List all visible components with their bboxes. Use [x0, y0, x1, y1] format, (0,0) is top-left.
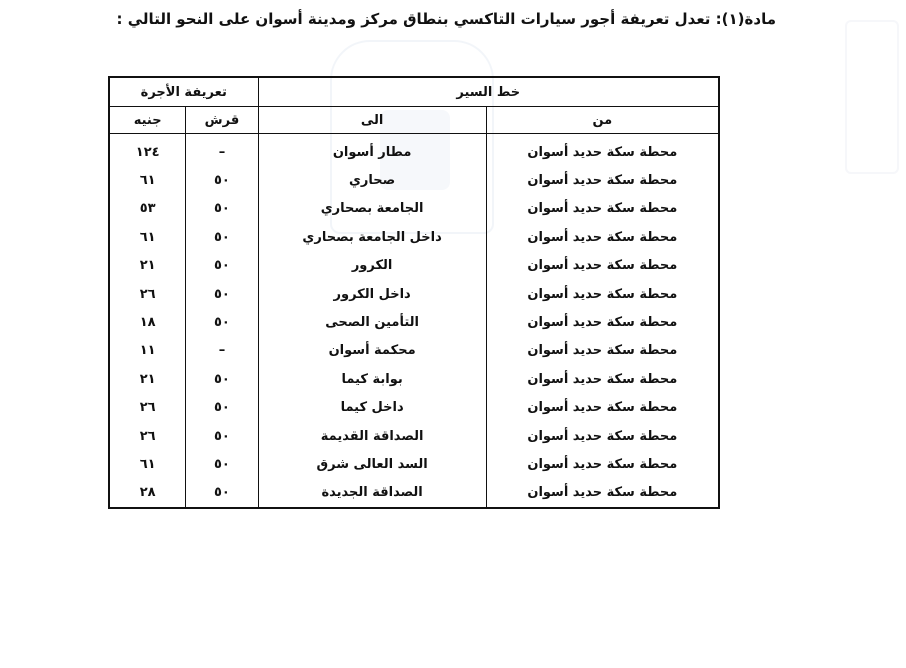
cell-pound: ٢١ [109, 365, 186, 393]
cell-from: محطة سكة حديد أسوان [486, 394, 719, 422]
cell-qirsh: ٥٠ [186, 422, 258, 450]
cell-from: محطة سكة حديد أسوان [486, 422, 719, 450]
cell-qirsh: – [186, 134, 258, 167]
cell-from: محطة سكة حديد أسوان [486, 134, 719, 167]
cell-qirsh: ٥٠ [186, 365, 258, 393]
cell-to: محكمة أسوان [258, 337, 486, 365]
table-row [109, 394, 719, 422]
article-heading [117, 10, 776, 28]
cell-pound: ١١ [109, 337, 186, 365]
cell-to: التأمين الصحى [258, 308, 486, 336]
cell-to: الكرور [258, 252, 486, 280]
cell-pound: ٦١ [109, 223, 186, 251]
cell-qirsh: ٥٠ [186, 394, 258, 422]
cell-to: صحاري [258, 166, 486, 194]
cell-qirsh: ٥٠ [186, 252, 258, 280]
cell-from: محطة سكة حديد أسوان [486, 308, 719, 336]
table-row [109, 195, 719, 223]
table-row [109, 450, 719, 478]
table-row [109, 308, 719, 336]
cell-to: داخل الجامعة بصحاري [258, 223, 486, 251]
header-to: الى [258, 107, 486, 134]
cell-from: محطة سكة حديد أسوان [486, 195, 719, 223]
table-row [109, 365, 719, 393]
cell-qirsh: ٥٠ [186, 308, 258, 336]
cell-pound: ٥٣ [109, 195, 186, 223]
cell-qirsh: ٥٠ [186, 450, 258, 478]
header-fare: تعريفة الأجرة [109, 77, 258, 107]
cell-from: محطة سكة حديد أسوان [486, 450, 719, 478]
header-route: خط السير [258, 77, 719, 107]
table-row [109, 422, 719, 450]
header-row-sub [109, 107, 719, 134]
cell-pound: ٦١ [109, 450, 186, 478]
cell-from: محطة سكة حديد أسوان [486, 223, 719, 251]
cell-to: السد العالى شرق [258, 450, 486, 478]
cell-qirsh: ٥٠ [186, 166, 258, 194]
article-text: تعدل تعريفة أجور سيارات التاكسي بنطاق مركز ومدينة أسوان على النحو التالي : [116, 10, 711, 28]
article-number: مادة(١): [715, 10, 776, 28]
table-row [109, 252, 719, 280]
cell-qirsh: – [186, 337, 258, 365]
cell-pound: ٢٦ [109, 422, 186, 450]
fares-table [108, 76, 720, 509]
cell-qirsh: ٥٠ [186, 195, 258, 223]
table-row [109, 337, 719, 365]
table-row [109, 134, 719, 167]
cell-to: الصداقة الجديدة [258, 479, 486, 508]
cell-from: محطة سكة حديد أسوان [486, 365, 719, 393]
fares-table-body [109, 134, 719, 509]
cell-to: داخل الكرور [258, 280, 486, 308]
cell-to: الجامعة بصحاري [258, 195, 486, 223]
table-row [109, 223, 719, 251]
cell-pound: ١٢٤ [109, 134, 186, 167]
cell-to: بوابة كيما [258, 365, 486, 393]
cell-to: الصداقة القديمة [258, 422, 486, 450]
cell-from: محطة سكة حديد أسوان [486, 166, 719, 194]
table-row [109, 479, 719, 508]
header-pound: جنيه [109, 107, 186, 134]
cell-qirsh: ٥٠ [186, 223, 258, 251]
cell-to: مطار أسوان [258, 134, 486, 167]
header-qirsh: قرش [186, 107, 258, 134]
cell-pound: ٦١ [109, 166, 186, 194]
cell-qirsh: ٥٠ [186, 280, 258, 308]
cell-from: محطة سكة حديد أسوان [486, 479, 719, 508]
cell-from: محطة سكة حديد أسوان [486, 280, 719, 308]
table-row [109, 166, 719, 194]
cell-pound: ١٨ [109, 308, 186, 336]
table-row [109, 280, 719, 308]
header-from: من [486, 107, 719, 134]
watermark-shape [845, 20, 899, 174]
header-row-main [109, 77, 719, 107]
cell-pound: ٢٨ [109, 479, 186, 508]
cell-pound: ٢٦ [109, 280, 186, 308]
cell-from: محطة سكة حديد أسوان [486, 337, 719, 365]
cell-to: داخل كيما [258, 394, 486, 422]
cell-pound: ٢١ [109, 252, 186, 280]
cell-from: محطة سكة حديد أسوان [486, 252, 719, 280]
cell-pound: ٢٦ [109, 394, 186, 422]
cell-qirsh: ٥٠ [186, 479, 258, 508]
